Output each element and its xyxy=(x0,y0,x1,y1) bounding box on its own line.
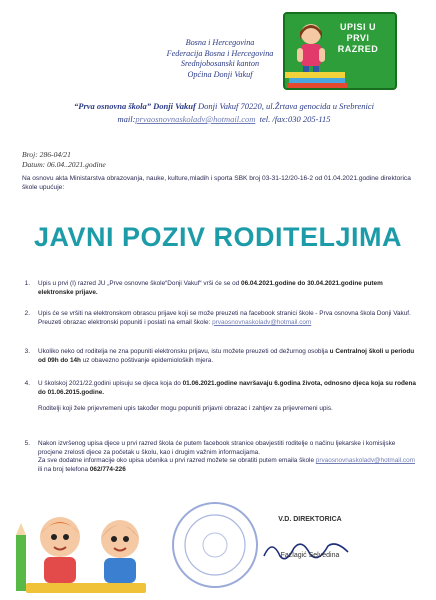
list-item-text xyxy=(38,348,416,365)
school-email-link[interactable]: prvaosnovnaskoladv@hotmail.com xyxy=(135,114,256,124)
school-name: “Prva osnovna škola” Donji Vakuf xyxy=(74,101,196,111)
list-item-text xyxy=(38,440,416,474)
logo-caption xyxy=(327,22,389,55)
item-1-bold: 06.04.2021.godine do 30.04.2021.godine putem elektronske prijave. xyxy=(38,280,383,296)
list-item-text xyxy=(38,380,416,414)
logo-line-1: UPISI U xyxy=(339,22,376,32)
item-5-text: Nakon izvršenog upisa djece u prvi razred škola će putem facebook stranice obavjestiti roditelje o načinu ljekarske i komisijske procjene zrelosti djece za početak u školu, kao i drugim važnim informacijama. xyxy=(38,440,396,456)
item-1-text: Upis u prvi (I) razred JU „Prve osnovne škole“Donji Vakuf“ vrši će se od xyxy=(38,280,242,287)
list-item-text xyxy=(38,280,416,297)
page-title: JAVNI POZIV RODITELJIMA xyxy=(33,222,403,252)
item-2-email-link[interactable]: prvaosnovnaskoladv@hotmail.com xyxy=(212,318,312,326)
institution-line-3: Srednjobosanski kanton xyxy=(180,59,260,68)
reference-block xyxy=(22,150,106,169)
mail-label: mail: xyxy=(117,114,136,124)
institution-line-4: Općina Donji Vakuf xyxy=(187,69,253,79)
list-item-number: 5. xyxy=(24,440,30,447)
school-phone: tel. /fax:030 205-115 xyxy=(259,114,331,124)
signature-role: V.D. DIREKTORICA xyxy=(278,516,342,523)
institution-line-2: Federacija Bosna i Hercegovina xyxy=(166,48,274,58)
intro-paragraph: Na osnovu akta Ministarstva obrazovanja, nauke, kulture,mladih i sporta SBK broj 03-31-12/20-16-2 od 01.04.2021.godine direktorica škole upućuje: xyxy=(22,175,411,191)
item-2-instruction: Preuzeti obrazac elektronski popuniti i poslati na email škole: xyxy=(38,318,213,326)
signature-block xyxy=(254,514,366,525)
document-number: Broj: 286-04/21 xyxy=(22,150,71,159)
item-4-text: U školskoj 2021/22.godini upisuju se djeca koja do xyxy=(38,380,183,387)
item-3-bold: u Centralnoj školi u periodu od 09h do 14h xyxy=(38,348,415,364)
item-5-phone-label: ili na broj telefona xyxy=(38,465,90,473)
contact-line xyxy=(24,113,424,125)
item-5-phone: 062/774-226 xyxy=(89,465,126,473)
item-3-rest: uz obavezno poštivanje epidemioloških mjera. xyxy=(80,356,214,364)
document-date: Datum: 06.04..2021.godine xyxy=(22,159,106,169)
item-3-text: Ukoliko neko od roditelja ne zna popuniti elektronsku prijavu, istu možete preuzeti od dežurnog osoblja xyxy=(38,348,330,355)
item-4-bold: 01.06.2021.godine navršavaju 6.godina života, odnosno djeca koja su rođena do 01.06.2015.godine. xyxy=(38,380,416,396)
signature-name: Fazlagić Selvedina xyxy=(280,552,340,559)
list-item-number: 2. xyxy=(24,310,30,317)
official-stamp xyxy=(160,495,270,595)
item-2-text: Upis će se vršiti na elektronskom obrascu prijave koji se može preuzeti na facebook stranici škole - Prva osnovna škola Donji Vakuf. xyxy=(38,310,411,317)
institution-line-1: Bosna i Hercegovina xyxy=(185,38,255,47)
list-item-text xyxy=(38,310,416,327)
signature-name-block xyxy=(254,550,366,561)
list-item-number: 1. xyxy=(24,280,30,287)
school-address: Donji Vakuf 70220, ul.Žrtava genocida u Srebrenici xyxy=(198,101,374,111)
item-5-email-link[interactable]: prvaosnovnaskoladv@hotmail.com xyxy=(315,457,415,465)
children-illustration xyxy=(12,505,160,595)
item-5-contact: Za sve dodatne informacije oko upisa učenika u prvi razred možete se obratiti putem emaila škole xyxy=(38,457,316,465)
item-4-note: Roditelji koji žele prijevremeni upis također mogu popuniti prijavni obrazac i zahtjev za prijevremeni upis. xyxy=(38,405,333,413)
logo-line-3: RAZRED xyxy=(337,44,379,54)
logo-line-2: PRVI xyxy=(346,33,370,43)
list-item-number: 4. xyxy=(24,380,30,387)
school-line xyxy=(24,100,424,112)
institution-header xyxy=(120,38,320,80)
list-item-number: 3. xyxy=(24,348,30,355)
